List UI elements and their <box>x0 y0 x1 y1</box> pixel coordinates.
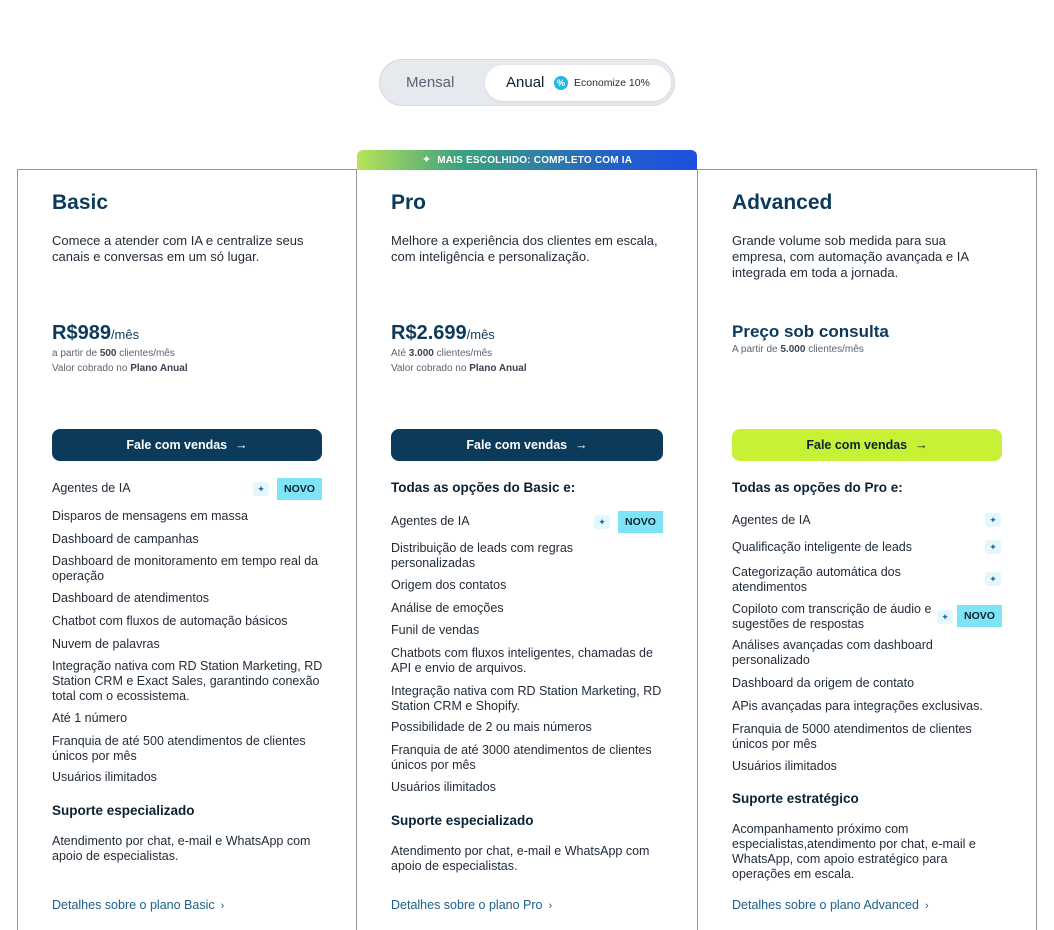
feature-item: Integração nativa com RD Station Marketing, RD Station CRM e Shopify. <box>391 684 662 713</box>
plan-price: R$989/mês <box>52 322 140 344</box>
contact-sales-button[interactable]: Fale com vendas → <box>732 429 1002 461</box>
ai-sparkle-icon: ✦ <box>985 513 1001 527</box>
clients-limit: a partir de 500 clientes/mês <box>52 348 175 359</box>
feature-item: Agentes de IA <box>52 481 131 495</box>
feature-item: Dashboard da origem de contato <box>732 676 915 690</box>
plan-description: Comece a atender com IA e centralize seus canais e conversas em um só lugar. <box>52 233 304 264</box>
feature-item: Análises avançadas com dashboard personalizado <box>732 638 933 667</box>
billing-note: Valor cobrado no Plano Anual <box>52 363 188 374</box>
annual-option[interactable] <box>485 65 671 101</box>
feature-item: Até 1 número <box>52 711 128 725</box>
new-badge: NOVO <box>957 605 1002 627</box>
feature-item: Franquia de 5000 atendimentos de clientes únicos por mês <box>732 722 972 751</box>
ai-sparkle-icon: ✦ <box>253 482 269 496</box>
support-title: Suporte estratégico <box>732 791 859 806</box>
plan-pro <box>391 170 663 930</box>
feature-item: Funil de vendas <box>391 623 480 637</box>
support-text: Atendimento por chat, e-mail e WhatsApp com apoio de especialistas. <box>52 834 311 863</box>
new-badge: NOVO <box>277 478 322 500</box>
feature-item: Qualificação inteligente de leads <box>732 540 912 554</box>
feature-item: Usuários ilimitados <box>391 780 496 794</box>
chevron-right-icon: › <box>924 900 929 912</box>
most-chosen-banner <box>357 150 697 170</box>
support-text: Atendimento por chat, e-mail e WhatsApp com apoio de especialistas. <box>391 844 650 873</box>
feature-item: Análise de emoções <box>391 601 504 615</box>
sparkles-icon: ✦ <box>421 154 432 166</box>
feature-item: Dashboard de monitoramento em tempo real da operação <box>52 554 319 583</box>
savings-label: Economize 10% <box>574 77 650 89</box>
feature-item: Disparos de mensagens em massa <box>52 509 248 523</box>
plan-description: Melhore a experiência dos clientes em escala, com inteligência e personalização. <box>391 233 658 264</box>
contact-sales-button[interactable]: Fale com vendas → <box>52 429 322 461</box>
plan-details-link[interactable]: Detalhes sobre o plano Pro › <box>391 898 553 912</box>
plan-price: Preço sob consulta <box>732 322 889 341</box>
feature-item: Copiloto com transcrição de áudio e sugestões de respostas <box>732 602 932 631</box>
column-divider <box>356 169 357 930</box>
arrow-right-icon: → <box>575 438 588 452</box>
billing-toggle[interactable] <box>379 59 675 106</box>
annual-option-label: Anual <box>506 74 545 91</box>
feature-item: Nuvem de palavras <box>52 637 160 651</box>
plan-title: Basic <box>52 191 109 214</box>
ai-sparkle-icon: ✦ <box>985 540 1001 554</box>
plan-title: Pro <box>391 191 427 214</box>
ai-sparkle-icon: ✦ <box>985 572 1001 586</box>
feature-item: Dashboard de campanhas <box>52 532 199 546</box>
clients-limit: Até 3.000 clientes/mês <box>391 348 493 359</box>
arrow-right-icon: → <box>915 438 928 452</box>
contact-sales-button[interactable]: Fale com vendas → <box>391 429 663 461</box>
plan-description: Grande volume sob medida para sua empresa, com automação avançada e IA integrada em toda a jornada. <box>732 233 969 280</box>
chevron-right-icon: › <box>548 900 553 912</box>
includes-title: Todas as opções do Basic e: <box>391 480 576 495</box>
feature-item: Franquia de até 3000 atendimentos de clientes únicos por mês <box>391 743 652 772</box>
plan-details-link[interactable]: Detalhes sobre o plano Advanced › <box>732 898 929 912</box>
monthly-option[interactable]: Mensal <box>406 74 455 91</box>
feature-item: Possibilidade de 2 ou mais números <box>391 720 592 734</box>
column-divider <box>697 169 698 930</box>
percent-icon: % <box>554 76 568 90</box>
includes-title: Todas as opções do Pro e: <box>732 480 903 495</box>
feature-item: Chatbots com fluxos inteligentes, chamadas de API e envio de arquivos. <box>391 646 653 675</box>
feature-item: Usuários ilimitados <box>52 770 157 784</box>
feature-item: APis avançadas para integrações exclusivas. <box>732 699 983 713</box>
feature-item: Chatbot com fluxos de automação básicos <box>52 614 288 628</box>
banner-label: MAIS ESCOLHIDO: COMPLETO COM IA <box>437 155 633 166</box>
support-title: Suporte especializado <box>391 813 534 828</box>
plan-price: R$2.699/mês <box>391 322 495 344</box>
plan-basic <box>52 170 322 930</box>
chevron-right-icon: › <box>220 900 225 912</box>
feature-item: Categorização automática dos atendimentos <box>732 565 901 594</box>
feature-item: Franquia de até 500 atendimentos de clientes únicos por mês <box>52 734 306 763</box>
new-badge: NOVO <box>618 511 663 533</box>
feature-item: Agentes de IA <box>732 513 811 527</box>
clients-limit: A partir de 5.000 clientes/mês <box>732 344 864 355</box>
ai-sparkle-icon: ✦ <box>937 610 953 624</box>
support-title: Suporte especializado <box>52 803 195 818</box>
feature-item: Origem dos contatos <box>391 578 507 592</box>
feature-item: Agentes de IA <box>391 514 470 528</box>
feature-item: Distribuição de leads com regras personalizadas <box>391 541 574 570</box>
plan-title: Advanced <box>732 191 833 214</box>
support-text: Acompanhamento próximo com especialistas,atendimento por chat, e-mail e WhatsApp, com apoio estratégico para operações em escala. <box>732 822 976 881</box>
arrow-right-icon: → <box>235 438 248 452</box>
billing-note: Valor cobrado no Plano Anual <box>391 363 527 374</box>
feature-item: Dashboard de atendimentos <box>52 591 210 605</box>
feature-item: Usuários ilimitados <box>732 759 837 773</box>
ai-sparkle-icon: ✦ <box>594 515 610 529</box>
plan-advanced <box>732 170 1002 930</box>
feature-item: Integração nativa com RD Station Marketing, RD Station CRM e Exact Sales, garantindo conexão total com o ecossistema. <box>52 659 323 703</box>
plan-details-link[interactable]: Detalhes sobre o plano Basic › <box>52 898 225 912</box>
